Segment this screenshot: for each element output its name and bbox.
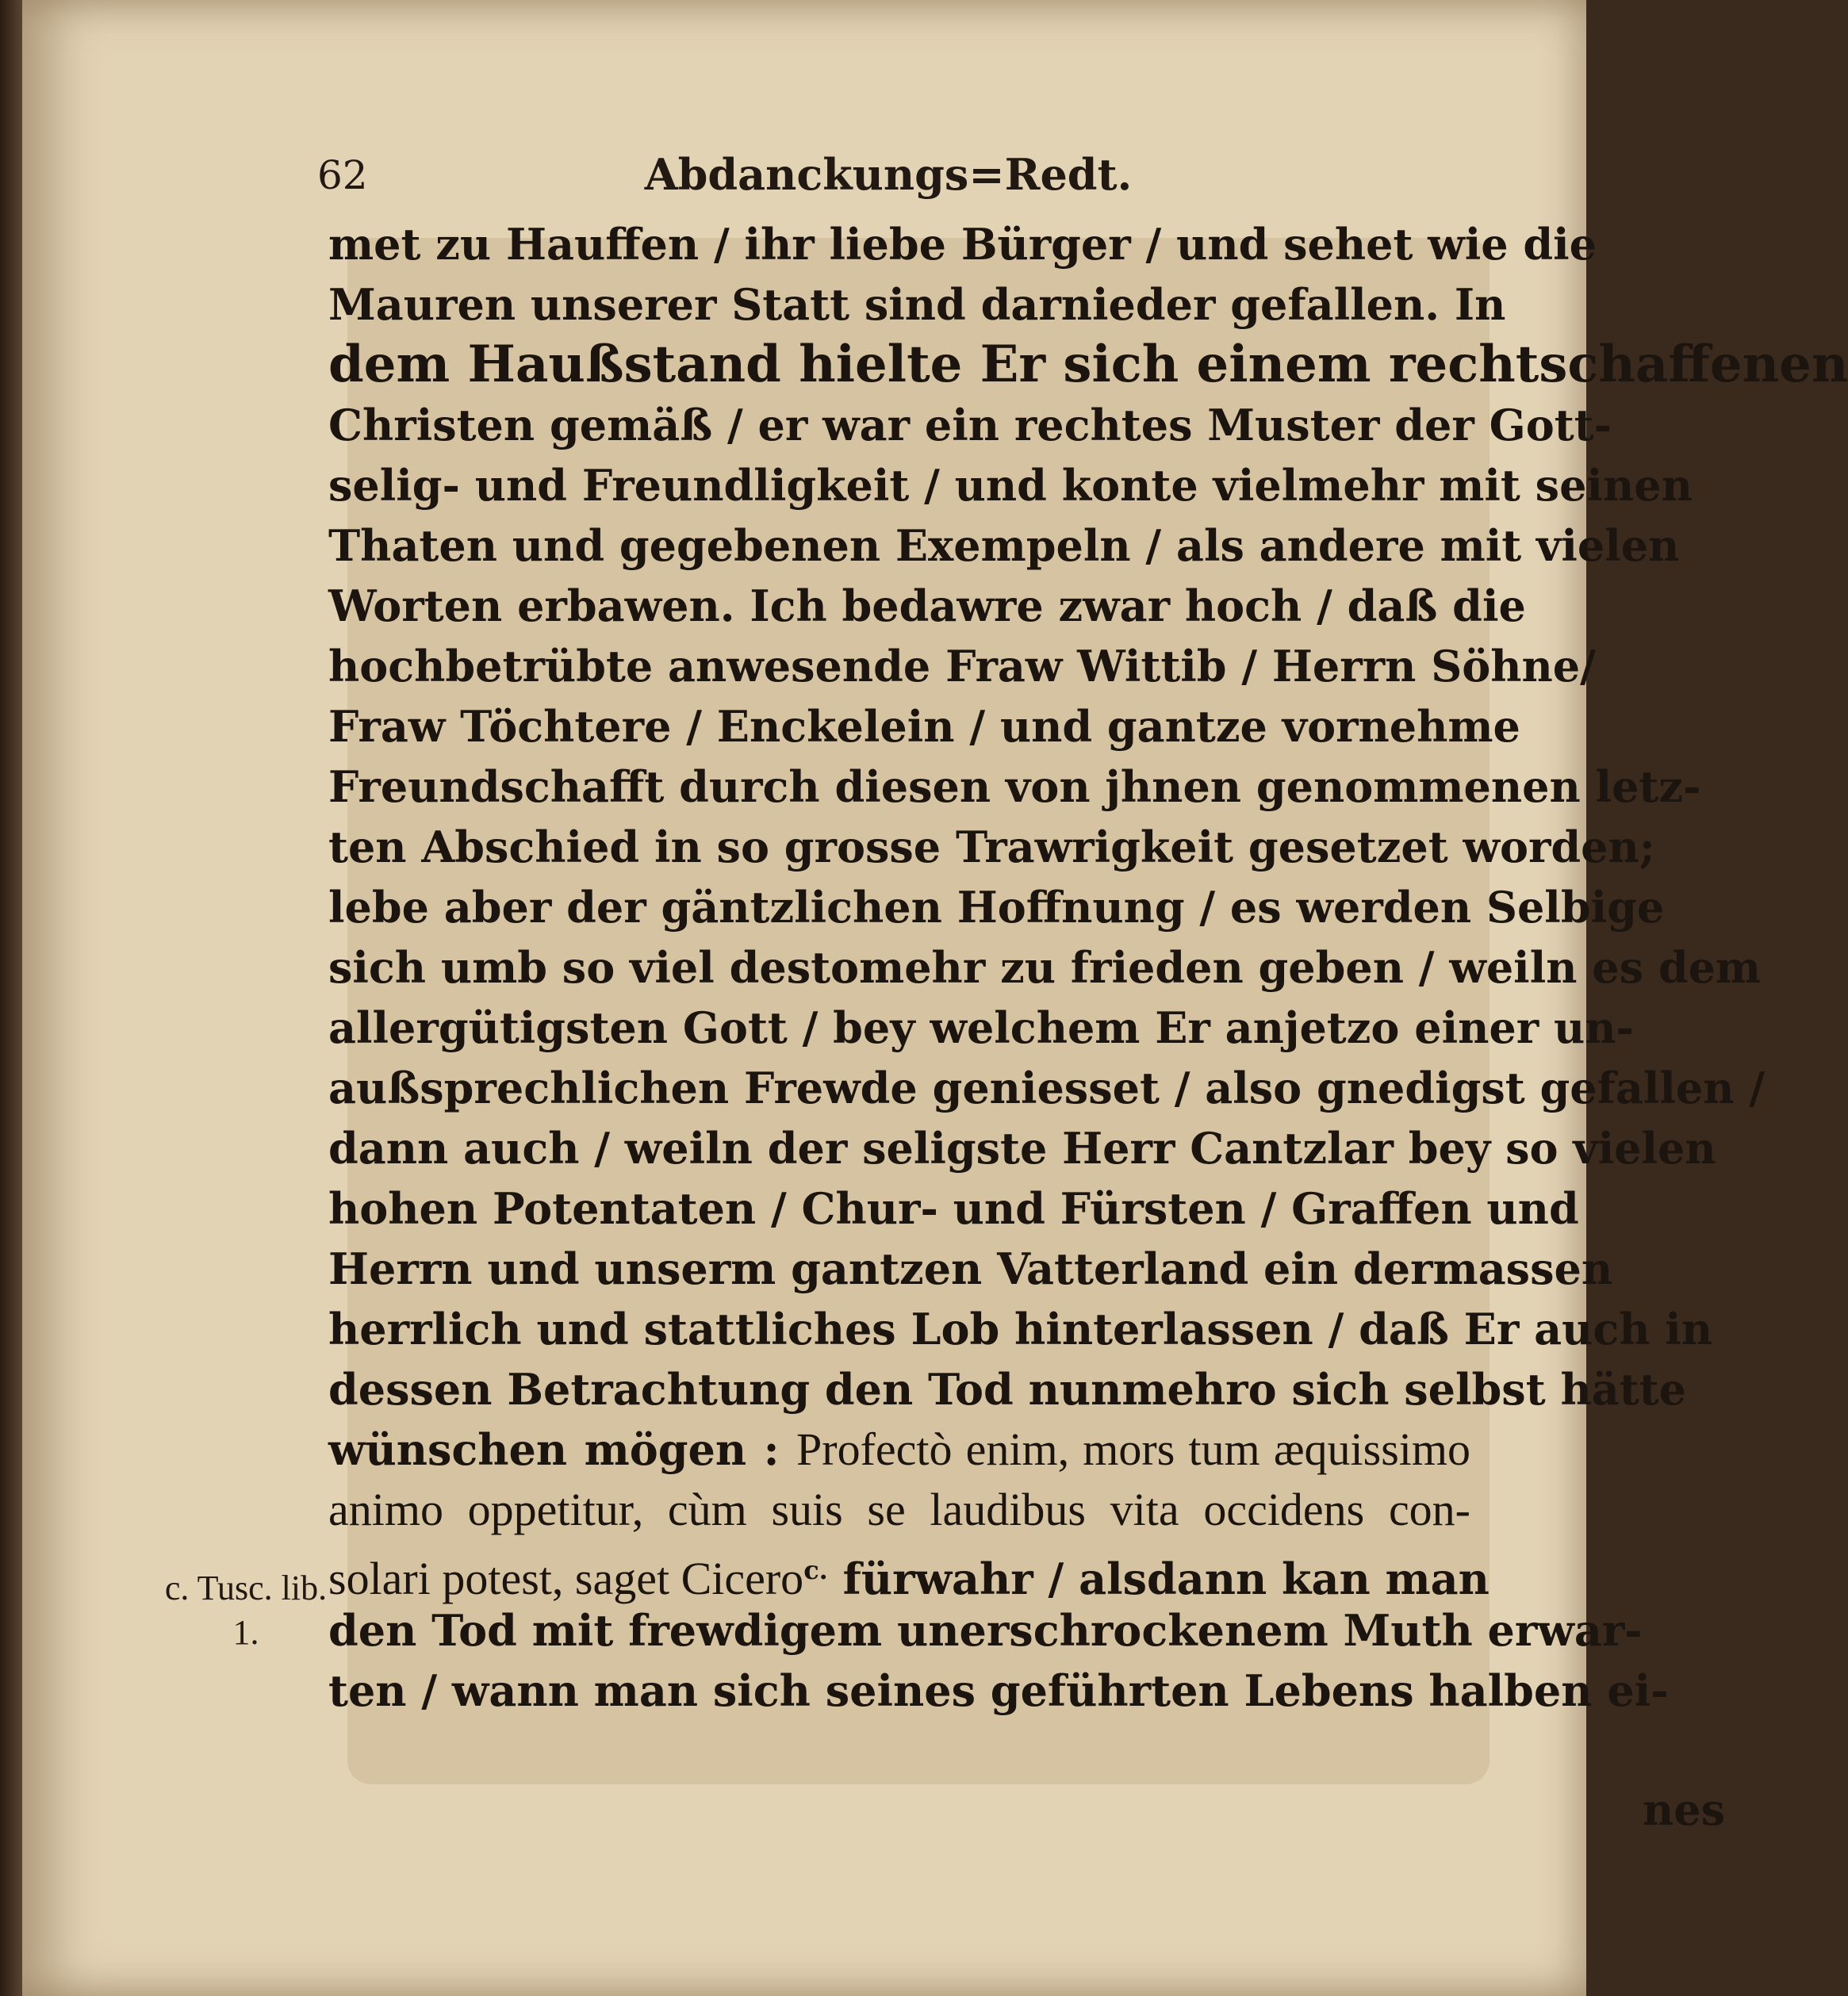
catchword: nes xyxy=(1642,1784,1725,1835)
page-number: 62 xyxy=(317,152,368,198)
latin-line: animo oppetitur, cùm suis se laudibus vita occidens con- xyxy=(328,1484,1470,1535)
note-reference: c. xyxy=(803,1555,828,1585)
text-line: Mauren unserer Statt sind darnieder gefallen. In xyxy=(328,279,1506,330)
text-line: dem Haußstand hielte Er sich einem rechtschaffenen xyxy=(328,335,1848,394)
text-line: hochbetrübte anwesende Fraw Wittib / Herrn Söhne/ xyxy=(328,641,1596,692)
text-line: lebe aber der gäntzlichen Hoffnung / es werden Selbige xyxy=(328,882,1665,933)
text-line: Freundschafft durch diesen von jhnen genommenen letz- xyxy=(328,761,1701,812)
text-line: sich umb so viel destomehr zu frieden geben / weiln es dem xyxy=(328,942,1762,993)
text-line: außsprechlichen Frewde geniesset / also gnedigst gefallen / xyxy=(328,1063,1766,1113)
text-line: den Tod mit frewdigem unerschrockenem Muth erwar- xyxy=(328,1605,1643,1656)
running-head: Abdanckungs=Redt. xyxy=(644,149,1133,200)
text-line: Fraw Töchtere / Enckelein / und gantze vornehme xyxy=(328,701,1520,752)
text-line: ten / wann man sich seines geführten Lebens halben ei- xyxy=(328,1665,1669,1716)
cicero-line xyxy=(328,1540,1490,1604)
text-line: hohen Potentaten / Chur- und Fürsten / Graffen und xyxy=(328,1183,1579,1234)
text-line: dessen Betrachtung den Tod nunmehro sich selbst hätte xyxy=(328,1364,1686,1415)
text-line: Herrn und unserm gantzen Vatterland ein dermassen xyxy=(328,1243,1613,1294)
latin-quote: Profectò enim, mors tum æquissimo xyxy=(796,1423,1470,1475)
text-line: ten Abschied in so grosse Trawrigkeit gesetzet worden; xyxy=(328,822,1655,872)
body-text xyxy=(328,214,1848,1721)
text-line: Worten erbawen. Ich bedawre zwar hoch / daß die xyxy=(328,580,1526,631)
text-line: Thaten und gegebenen Exempeln / als andere mit vielen xyxy=(328,520,1680,571)
german-phrase: wünschen mögen : xyxy=(328,1424,780,1475)
mixed-text-line xyxy=(328,1419,1470,1480)
text-line: selig- und Freundligkeit / und konte vielmehr mit seinen xyxy=(328,460,1693,511)
text-line: met zu Hauffen / ihr liebe Bürger / und sehet wie die xyxy=(328,219,1597,270)
latin-citation: solari potest, saget Cicero xyxy=(328,1553,804,1604)
text-line: Christen gemäß / er war ein rechtes Muster der Gott- xyxy=(328,400,1612,450)
text-line: herrlich und stattliches Lob hinterlassen / daß Er auch in xyxy=(328,1304,1713,1354)
text-line: dann auch / weiln der seligste Herr Cantzlar bey so vielen xyxy=(328,1123,1716,1174)
marginal-note-line: 1. xyxy=(232,1613,259,1652)
book-spine xyxy=(0,0,22,1996)
marginal-note xyxy=(159,1566,333,1655)
page-header xyxy=(317,143,1459,206)
german-phrase: fürwahr / alsdann kan man xyxy=(842,1554,1490,1604)
marginal-note-line: c. Tusc. lib. xyxy=(164,1569,328,1607)
text-line: allergütigsten Gott / bey welchem Er anjetzo einer un- xyxy=(328,1002,1634,1053)
